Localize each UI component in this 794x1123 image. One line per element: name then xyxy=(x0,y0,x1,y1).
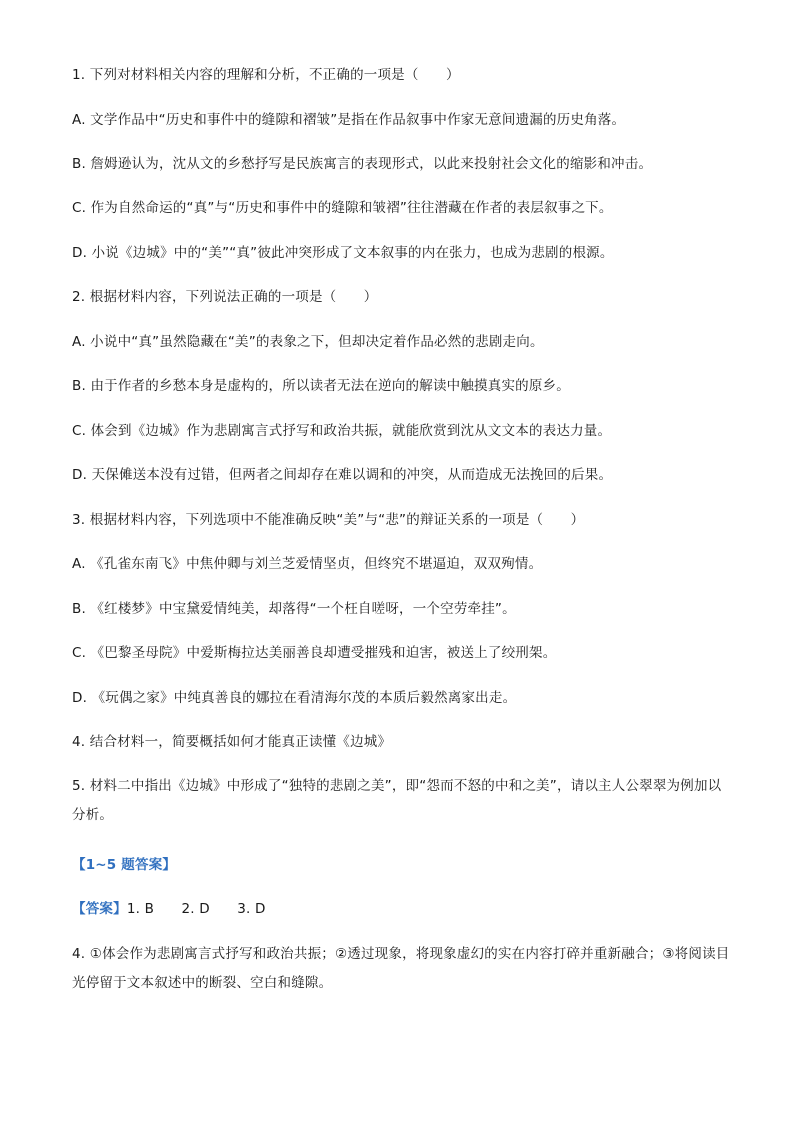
question-3-option-d: D. 《玩偶之家》中纯真善良的娜拉在看清海尔茂的本质后毅然离家出走。 xyxy=(72,690,517,706)
question-3-stem: 3. 根据材料内容，下列选项中不能准确反映“美”与“悲”的辩证关系的一项是（ ） xyxy=(72,512,585,528)
question-3-option-b: B. 《红楼梦》中宝黛爱情纯美，却落得“一个枉自嗟呀，一个空劳牵挂”。 xyxy=(72,601,516,617)
question-2-stem: 2. 根据材料内容，下列说法正确的一项是（ ） xyxy=(72,289,378,305)
answer-4-text: 4. ①体会作为悲剧寓言式抒写和政治共振；②透过现象，将现象虚幻的实在内容打碎并重新融合；③将阅读目光停留于文本叙述中的断裂、空白和缝隙。 xyxy=(72,946,730,991)
question-1-stem: 1. 下列对材料相关内容的理解和分析，不正确的一项是（ ） xyxy=(72,67,460,83)
question-5-stem: 5. 材料二中指出《边城》中形成了“独特的悲剧之美”，即“怨而不怒的中和之美”，请以主人公翠翠为例加以分析。 xyxy=(72,778,722,823)
question-2-option-a: A. 小说中“真”虽然隐藏在“美”的表象之下，但却决定着作品必然的悲剧走向。 xyxy=(72,334,544,350)
answer-section-heading: 【1~5 题答案】 xyxy=(72,857,177,873)
answer-tag: 【答案】 xyxy=(72,901,127,917)
question-4-stem: 4. 结合材料一，简要概括如何才能真正读懂《边城》 xyxy=(72,734,392,750)
answer-mc-values: 1. B 2. D 3. D xyxy=(126,901,266,917)
question-1-option-c: C. 作为自然命运的“真”与“历史和事件中的缝隙和皱褶”往往潜藏在作者的表层叙事之下。 xyxy=(72,200,613,216)
question-2-option-b: B. 由于作者的乡愁本身是虚构的，所以读者无法在逆向的解读中触摸真实的原乡。 xyxy=(72,378,570,394)
question-3-option-a: A. 《孔雀东南飞》中焦仲卿与刘兰芝爱情坚贞，但终究不堪逼迫，双双殉情。 xyxy=(72,556,543,572)
question-3-option-c: C. 《巴黎圣母院》中爱斯梅拉达美丽善良却遭受摧残和迫害，被送上了绞刑架。 xyxy=(72,645,557,661)
question-1-option-a: A. 文学作品中“历史和事件中的缝隙和褶皱”是指在作品叙事中作家无意间遗漏的历史角落。 xyxy=(72,112,626,128)
answer-multiple-choice xyxy=(72,900,732,918)
question-2-option-c: C. 体会到《边城》作为悲剧寓言式抒写和政治共振，就能欣赏到沈从文文本的表达力量。 xyxy=(72,423,612,439)
question-1-option-b: B. 詹姆逊认为，沈从文的乡愁抒写是民族寓言的表现形式，以此来投射社会文化的缩影和冲击。 xyxy=(72,156,653,172)
question-2-option-d: D. 天保傩送本没有过错，但两者之间却存在难以调和的冲突，从而造成无法挽回的后果。 xyxy=(72,467,613,483)
question-1-option-d: D. 小说《边城》中的“美”“真”彼此冲突形成了文本叙事的内在张力，也成为悲剧的根源。 xyxy=(72,245,614,261)
